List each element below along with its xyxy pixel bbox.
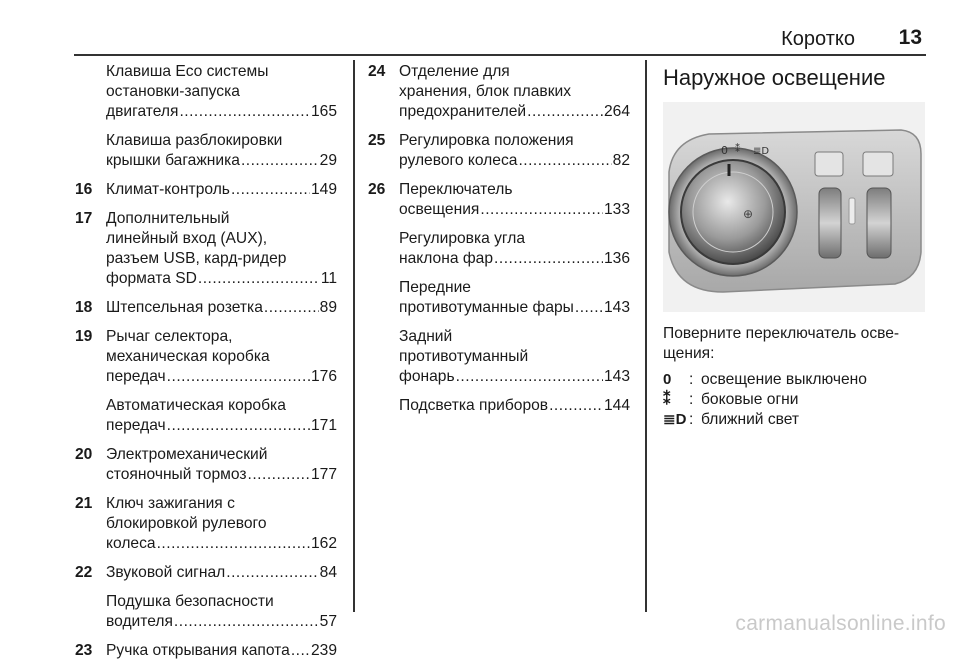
entry-text-line: Ключ зажигания с: [106, 495, 235, 512]
headlight-range-button[interactable]: [863, 152, 893, 176]
side-lights-icon: ⁑: [663, 391, 671, 408]
toc-entry[interactable]: [75, 563, 337, 583]
entry-leader-line: [399, 102, 630, 122]
dimmer-button[interactable]: [815, 152, 843, 176]
headlight-range-wheel[interactable]: [867, 188, 891, 258]
page-reference[interactable]: 176: [310, 368, 337, 385]
entry-text-line: передач: [106, 417, 166, 434]
item-number: 20: [75, 446, 93, 463]
entry-text-line: разъем USB, кард-ридер: [106, 250, 287, 267]
fog-light-icon: ⊕: [743, 207, 754, 221]
entry-leader-line: [106, 102, 337, 122]
side-lights-icon: ⁑: [735, 144, 740, 155]
light-switch-photo: [663, 102, 925, 312]
entry-text-line: формата SD: [106, 270, 197, 287]
page-reference[interactable]: 29: [319, 152, 337, 169]
light-switch-illustration: [663, 102, 925, 312]
toc-entry[interactable]: [75, 494, 337, 554]
page-reference[interactable]: 133: [603, 201, 630, 218]
entry-text-line: Регулировка угла: [399, 230, 526, 247]
chapter-title: Коротко: [781, 28, 855, 50]
column-divider-left: [353, 60, 355, 612]
entry-text-line: наклона фар: [399, 250, 494, 267]
toc-entry[interactable]: [75, 592, 337, 632]
entry-text-line: Звуковой сигнал: [106, 564, 226, 581]
toc-entry[interactable]: [368, 396, 630, 416]
instruction-line: щения:: [663, 345, 715, 362]
page-reference[interactable]: 264: [603, 103, 630, 120]
entry-text-line: Электромеханический: [106, 446, 268, 463]
page-reference[interactable]: 165: [310, 103, 337, 120]
dot-leader: [179, 102, 310, 122]
entry-text-line: передач: [106, 368, 166, 385]
toc-entry[interactable]: [75, 180, 337, 200]
entry-leader-line: [399, 151, 630, 171]
page-reference[interactable]: 171: [310, 417, 337, 434]
entry-leader-line: [399, 200, 630, 220]
entry-text-line: двигателя: [106, 103, 179, 120]
entry-leader-line: [399, 396, 630, 416]
watermark: carmanualsonline.info: [735, 612, 946, 635]
toc-entry[interactable]: [75, 131, 337, 171]
toc-entry[interactable]: [75, 641, 337, 661]
dot-leader: [518, 151, 611, 171]
entry-text-line: Штепсельная розетка: [106, 299, 263, 316]
item-number: 24: [368, 63, 386, 80]
entry-text-line: освещения: [399, 201, 480, 218]
column-divider-right: [645, 60, 647, 612]
legend-text: боковые огни: [701, 391, 799, 408]
off-icon: 0: [663, 371, 672, 388]
entry-text-line: Подушка безопасности: [106, 593, 274, 610]
dot-leader: [456, 367, 603, 387]
entry-leader-line: [399, 249, 630, 269]
entry-text-line: Задний: [399, 328, 453, 345]
entry-text-line: остановки-запуска: [106, 83, 240, 100]
dot-leader: [480, 200, 603, 220]
dot-leader: [291, 641, 310, 661]
entry-leader-line: [106, 367, 337, 387]
entry-leader-line: [399, 367, 630, 387]
entry-text-line: Клавиша разблокировки: [106, 132, 283, 149]
page-reference[interactable]: 239: [310, 642, 337, 659]
instruction-line: Поверните переключатель осве-: [663, 325, 900, 342]
dot-leader: [549, 396, 603, 416]
entry-leader-line: [106, 416, 337, 436]
dot-leader: [157, 534, 310, 554]
toc-entry[interactable]: [75, 209, 337, 289]
toc-entry[interactable]: [75, 62, 337, 122]
entry-text-line: Отделение для: [399, 63, 510, 80]
dot-leader: [575, 298, 603, 318]
page-reference[interactable]: 84: [319, 564, 337, 581]
page-header: [0, 26, 960, 56]
light-switch-knob[interactable]: [681, 160, 785, 264]
legend-text: ближний свет: [701, 411, 800, 428]
dot-leader: [264, 298, 319, 318]
entry-leader-line: [106, 298, 337, 318]
dot-leader: [167, 367, 310, 387]
entry-text-line: Переключатель: [399, 181, 513, 198]
page-reference[interactable]: 144: [603, 397, 630, 414]
low-beam-icon: ≣D: [753, 146, 770, 157]
entry-leader-line: [106, 534, 337, 554]
entry-text-line: крышки багажника: [106, 152, 240, 169]
page-reference[interactable]: 57: [319, 613, 337, 630]
item-number: 19: [75, 328, 93, 345]
toc-left-column: [75, 62, 337, 670]
dot-leader: [226, 563, 318, 583]
toc-entry[interactable]: [368, 327, 630, 387]
toc-entry[interactable]: [75, 327, 337, 387]
toc-entry[interactable]: [368, 229, 630, 269]
toc-entry[interactable]: [368, 62, 630, 122]
entry-leader-line: [399, 298, 630, 318]
dot-leader: [248, 465, 310, 485]
off-icon: 0: [721, 144, 728, 157]
entry-leader-line: [106, 269, 337, 289]
toc-entry[interactable]: [75, 445, 337, 485]
page-reference[interactable]: 89: [319, 299, 337, 316]
page-reference[interactable]: 136: [603, 250, 630, 267]
entry-text-line: колеса: [106, 535, 156, 552]
item-number: 26: [368, 181, 386, 198]
toc-entry[interactable]: [75, 298, 337, 318]
entry-leader-line: [106, 641, 337, 661]
item-number: 22: [75, 564, 93, 581]
page-reference[interactable]: 143: [603, 299, 630, 316]
page-reference[interactable]: 11: [320, 270, 337, 287]
legend-row-off: 0 : освещение выключено: [663, 371, 867, 388]
entry-text-line: водителя: [106, 613, 173, 630]
dot-leader: [527, 102, 603, 122]
entry-text-line: Автоматическая коробка: [106, 397, 286, 414]
item-number: 25: [368, 132, 386, 149]
entry-text-line: противотуманные фары: [399, 299, 574, 316]
entry-text-line: механическая коробка: [106, 348, 270, 365]
entry-text-line: стояночный тормоз: [106, 466, 247, 483]
entry-text-line: Рычаг селектора,: [106, 328, 233, 345]
page-reference[interactable]: 143: [603, 368, 630, 385]
entry-text-line: рулевого колеса: [399, 152, 518, 169]
page-reference[interactable]: 177: [310, 466, 337, 483]
dot-leader: [174, 612, 319, 632]
page-reference[interactable]: 162: [310, 535, 337, 552]
entry-text-line: Передние: [399, 279, 471, 296]
toc-entry[interactable]: [368, 131, 630, 171]
header-rule: [74, 54, 926, 56]
entry-text-line: Регулировка положения: [399, 132, 574, 149]
dot-leader: [241, 151, 319, 171]
legend-row-side-lights: ⁑ : боковые огни: [663, 391, 799, 408]
entry-text-line: Климат-контроль: [106, 181, 230, 198]
entry-text-line: противотуманный: [399, 348, 529, 365]
page-reference[interactable]: 82: [612, 152, 630, 169]
toc-middle-column: [368, 62, 630, 425]
entry-text-line: линейный вход (AUX),: [106, 230, 268, 247]
instrument-dimmer-wheel[interactable]: [819, 188, 841, 258]
item-number: 23: [75, 642, 93, 659]
legend-row-low-beam: ≣D : ближний свет: [663, 411, 800, 428]
entry-leader-line: [106, 180, 337, 200]
legend-text: освещение выключено: [701, 371, 867, 388]
entry-leader-line: [106, 563, 337, 583]
lighting-instructions: [663, 324, 925, 430]
dot-leader: [167, 416, 310, 436]
item-number: 17: [75, 210, 93, 227]
toc-entry[interactable]: [368, 180, 630, 220]
entry-text-line: Клавиша Eco системы: [106, 63, 269, 80]
item-number: 18: [75, 299, 93, 316]
entry-text-line: Подсветка приборов: [399, 397, 549, 414]
entry-text-line: Ручка открывания капота: [106, 642, 290, 659]
entry-text-line: фонарь: [399, 368, 455, 385]
dot-leader: [494, 249, 603, 269]
page-number: 13: [898, 26, 922, 49]
dot-leader: [198, 269, 320, 289]
low-beam-icon: ≣D: [663, 411, 687, 428]
dot-leader: [231, 180, 310, 200]
section-title: Наружное освещение: [663, 65, 886, 90]
entry-leader-line: [106, 612, 337, 632]
entry-text-line: блокировкой рулевого: [106, 515, 267, 532]
entry-text-line: Дополнительный: [106, 210, 230, 227]
entry-leader-line: [106, 151, 337, 171]
exterior-lighting-section: [663, 62, 925, 428]
entry-text-line: хранения, блок плавких: [399, 83, 572, 100]
page-reference[interactable]: 149: [310, 181, 337, 198]
item-number: 16: [75, 181, 93, 198]
entry-text-line: предохранителей: [399, 103, 527, 120]
entry-leader-line: [106, 465, 337, 485]
toc-entry[interactable]: [368, 278, 630, 318]
toc-entry[interactable]: [75, 396, 337, 436]
item-number: 21: [75, 495, 93, 512]
